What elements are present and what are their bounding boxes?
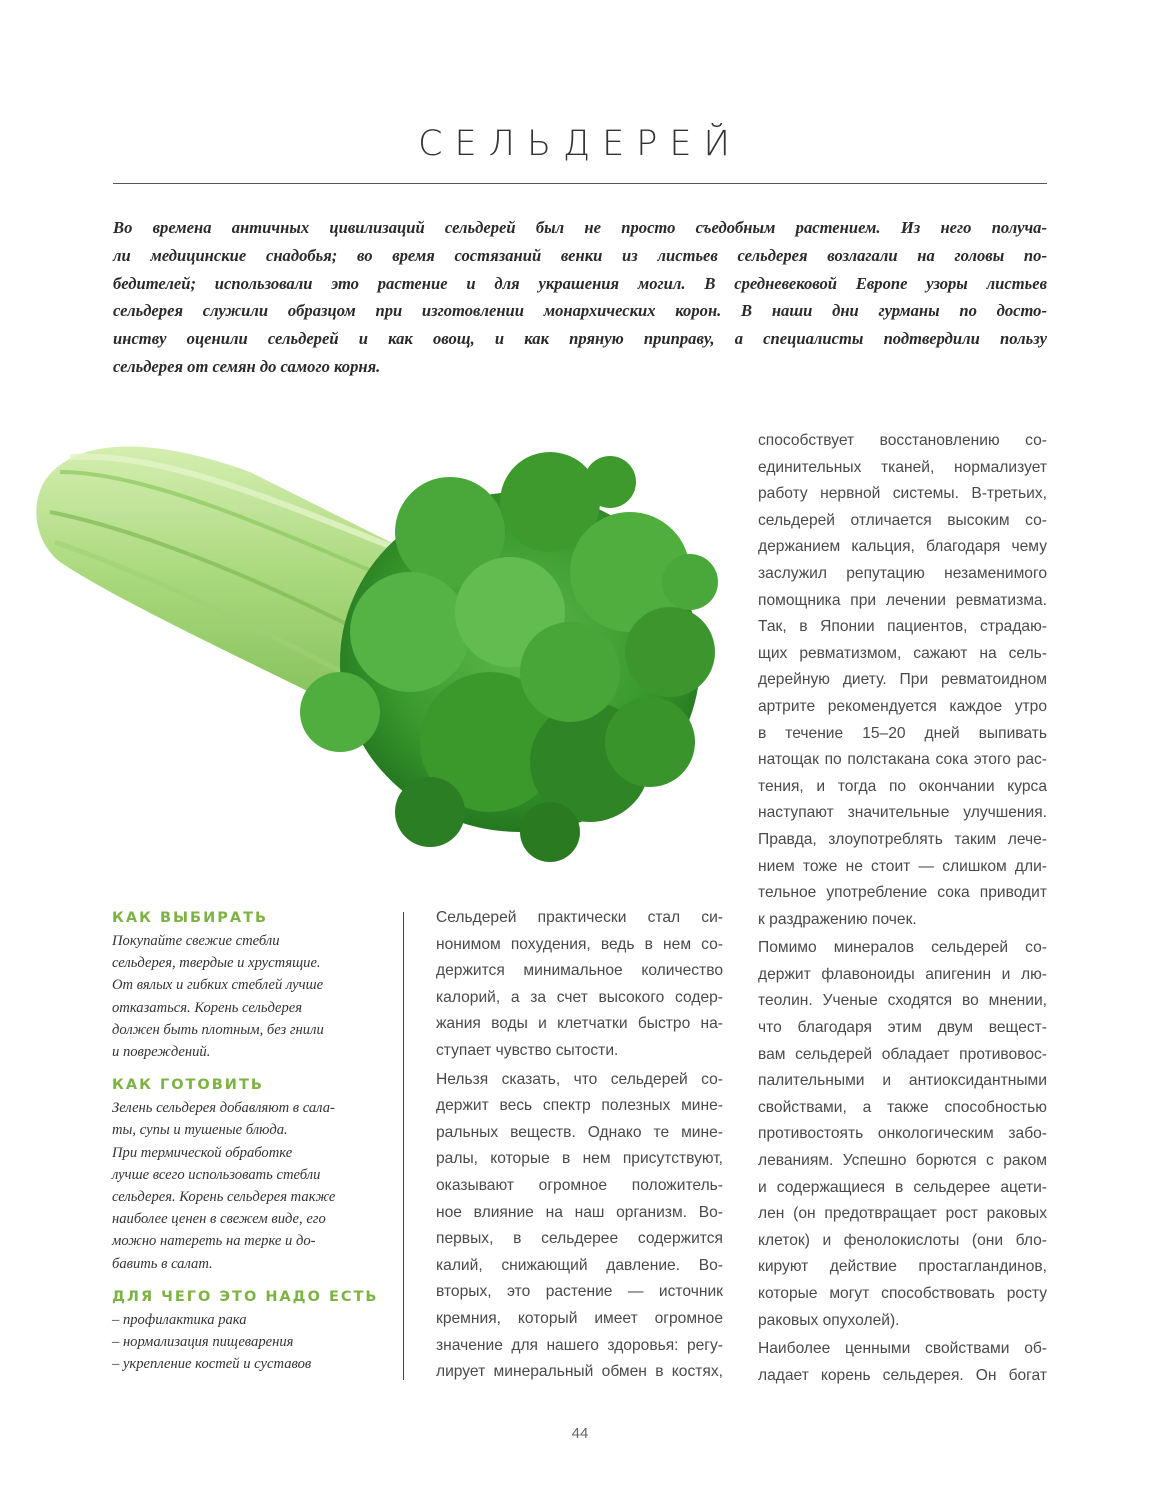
body-line: свойствами, а также способностью xyxy=(758,1098,1047,1116)
why-heading: ДЛЯ ЧЕГО ЭТО НАДО ЕСТЬ xyxy=(112,1288,379,1305)
body-line: ралы, которые в нем присутствуют, xyxy=(436,1150,723,1168)
body-line: нонимом похудения, ведь в нем со- xyxy=(436,935,723,953)
body-line: значение для нашего здоровья: регу- xyxy=(436,1336,723,1354)
why-list xyxy=(112,1309,382,1376)
body-line: которые могут способствовать росту xyxy=(758,1285,1047,1302)
body-line: Помимо минералов сельдерей со- xyxy=(758,939,1047,957)
intro-line: ли медицинские снадобья; во время состязаний венки из листьев сельдерея возлагали на головы по- xyxy=(113,245,1047,265)
body-line: калий, снижающий давление. Во- xyxy=(436,1256,723,1274)
body-line: ступает чувство сытости. xyxy=(436,1041,619,1059)
cook-line: лучше всего использовать стебли xyxy=(112,1166,321,1183)
body-line: Наиболее ценными свойствами об- xyxy=(758,1340,1047,1358)
choose-line: От вялых и гибких стеблей лучше xyxy=(112,977,324,994)
body-line: артрите рекомендуется каждое утро xyxy=(758,697,1047,715)
body-line: нием тоже не стоит — слишком дли- xyxy=(758,857,1047,875)
choose-line: Покупайте свежие стебли xyxy=(112,933,280,949)
cook-line: ты, супы и тушеные блюда. xyxy=(112,1122,288,1139)
why-item: – укрепление костей и суставов xyxy=(112,1356,312,1373)
page-title: СЕЛЬДЕРЕЙ xyxy=(418,124,742,164)
body-line: дерейную диету. При ревматоидном xyxy=(758,671,1047,689)
body-line: кируют действие простагландинов, xyxy=(758,1258,1047,1276)
body-line: что благодаря этим двум вещест- xyxy=(758,1019,1047,1037)
page-number: 44 xyxy=(571,1425,589,1442)
intro-paragraph xyxy=(113,214,1047,381)
cook-line: можно натереть на терке и до- xyxy=(112,1233,316,1250)
body-line: калорий, а за счет высокого содер- xyxy=(436,988,723,1006)
cook-heading: КАК ГОТОВИТЬ xyxy=(112,1077,264,1094)
body-line: ное влияние на наш организм. Во- xyxy=(436,1203,723,1221)
body-line: лирует минеральный обмен в костях, xyxy=(436,1363,723,1381)
body-line: единительных тканей, нормализует xyxy=(758,458,1047,476)
body-line: леваниям. Успешно борются с раком xyxy=(758,1152,1047,1170)
right-column-text xyxy=(758,428,1047,1389)
body-line: жания воды и клетчатки быстро на- xyxy=(436,1015,723,1033)
body-line: наступают значительные улучшения. xyxy=(758,804,1047,822)
body-line: держит весь спектр полезных мине- xyxy=(436,1097,723,1115)
column-divider xyxy=(403,912,404,1380)
body-line: способствует восстановлению со- xyxy=(758,432,1047,449)
body-line: и содержащиеся в сельдерее ацети- xyxy=(758,1178,1047,1196)
body-line: Правда, злоупотреблять таким лече- xyxy=(758,830,1047,848)
sidebar-tips xyxy=(112,906,382,1375)
body-line: держанием кальция, благодаря чему xyxy=(758,538,1047,556)
cook-line: При термической обработке xyxy=(112,1144,293,1161)
body-line: Сельдерей практически стал си- xyxy=(436,909,723,926)
body-line: заслужил репутацию незаменимого xyxy=(758,564,1047,582)
body-line: к раздражению почек. xyxy=(758,910,917,928)
body-line: тельное употребление сока приводит xyxy=(758,884,1047,902)
body-line: лен (он предотвращает рост раковых xyxy=(758,1205,1047,1223)
choose-line: сельдерея, твердые и хрустящие. xyxy=(112,955,321,972)
cook-line: наиболее ценен в свежем виде, его xyxy=(112,1211,326,1228)
body-line: натощак по полстакана сока этого рас- xyxy=(758,751,1047,769)
choose-text xyxy=(112,930,382,1063)
title-divider xyxy=(113,183,1047,184)
body-line: помощника при лечении ревматизма. xyxy=(758,591,1047,609)
choose-line: отказаться. Корень сельдерея xyxy=(112,999,303,1016)
cook-line: бавить в салат. xyxy=(112,1255,213,1272)
body-line: держит флавоноиды апигенин и лю- xyxy=(758,965,1047,983)
body-line: кремния, который имеет огромное xyxy=(436,1309,723,1327)
body-line: противостоять онкологическим забо- xyxy=(758,1125,1047,1143)
choose-line: и повреждений. xyxy=(112,1044,211,1061)
body-line: щих ревматизмом, сажают на сель- xyxy=(758,644,1047,662)
celery-photo xyxy=(30,412,730,892)
intro-line: сельдерея служили образцом при изготовлении монархических корон. В наши дни гурманы по досто- xyxy=(113,301,1047,321)
body-line: Нельзя сказать, что сельдерей со- xyxy=(436,1070,723,1088)
intro-line: бедителей; использовали это растение и для украшения могил. В средневековой Европе узоры листьев xyxy=(113,273,1047,293)
why-item: – профилактика рака xyxy=(112,1311,247,1328)
body-line: теолин. Ученые сходятся во мнении, xyxy=(758,992,1047,1010)
body-line: ладает корень сельдерея. Он богат xyxy=(758,1366,1047,1384)
cook-line: сельдерея. Корень сельдерея также xyxy=(112,1189,336,1206)
cook-line: Зелень сельдерея добавляют в сала- xyxy=(112,1100,335,1117)
body-line: вам сельдерей обладает противовос- xyxy=(758,1045,1047,1063)
cook-text xyxy=(112,1097,382,1275)
body-line: раковых опухолей). xyxy=(758,1311,900,1329)
body-line: работу нервной системы. В-третьих, xyxy=(758,485,1047,503)
body-line: Так, в Японии пациентов, страдаю- xyxy=(758,618,1047,636)
choose-line: должен быть плотным, без гнили xyxy=(112,1021,324,1038)
body-line: первых, в сельдерее содержится xyxy=(436,1230,723,1248)
middle-column-text xyxy=(436,905,723,1386)
celery-leaves xyxy=(300,452,718,862)
body-line: вторых, это растение — источник xyxy=(436,1283,723,1301)
why-item: – нормализация пищеварения xyxy=(112,1334,294,1351)
body-line: палительными и антиоксидантными xyxy=(758,1072,1047,1090)
body-line: в течение 15–20 дней выпивать xyxy=(758,724,1047,742)
body-line: ральных веществ. Однако те мине- xyxy=(436,1123,723,1141)
body-line: сельдерей отличается высоким со- xyxy=(758,511,1047,529)
intro-line: сельдерея от семян до самого корня. xyxy=(113,356,381,376)
body-line: оказывают огромное положитель- xyxy=(436,1176,723,1194)
intro-line: инству оценили сельдерей и как овощ, и как пряную приправу, а специалисты подтвердили пользу xyxy=(113,329,1047,349)
intro-line: Во времена античных цивилизаций сельдерей был не просто съедобным растением. Из него получа- xyxy=(113,218,1047,237)
body-line: клеток) и фенолокислоты (они бло- xyxy=(758,1231,1047,1249)
body-line: тения, и тогда по окончании курса xyxy=(758,777,1047,795)
choose-heading: КАК ВЫБИРАТЬ xyxy=(112,910,269,926)
body-line: держится минимальное количество xyxy=(436,962,723,980)
